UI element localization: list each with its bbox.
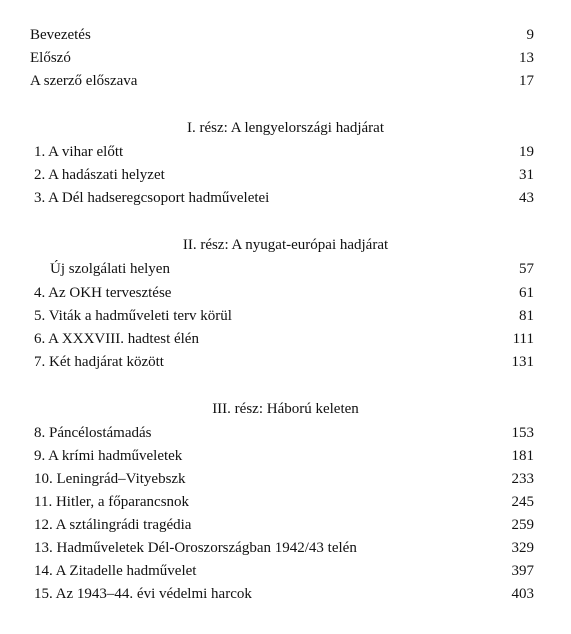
entry-title: Bevezetés — [30, 27, 91, 43]
entry-title: 3. A Dél hadseregcsoport hadműveletei — [34, 190, 270, 206]
entry-page: 111 — [512, 331, 534, 347]
entry-title: 6. A XXXVIII. hadtest élén — [34, 331, 199, 347]
entry-page: 181 — [511, 448, 534, 464]
toc-entry-bevezetes — [30, 24, 534, 47]
toc-entry-eloszo — [30, 47, 534, 70]
part-heading-2: II. rész: A nyugat-európai hadjárat — [182, 237, 389, 253]
entry-page: 329 — [511, 540, 534, 556]
entry-page: 17 — [519, 73, 534, 89]
entry-title: 13. Hadműveletek Dél-Oroszországban 1942/43 telén — [34, 540, 357, 556]
toc-entry — [30, 258, 534, 281]
entry-page: 19 — [519, 144, 534, 160]
toc-entry — [30, 514, 534, 537]
part-heading-3: III. rész: Háború keleten — [212, 401, 359, 417]
toc-entry — [30, 328, 534, 351]
entry-title: 5. Viták a hadműveleti terv körül — [34, 308, 232, 324]
entry-title: 9. A krími hadműveletek — [34, 448, 183, 464]
entry-page: 43 — [519, 190, 534, 206]
entry-title: 14. A Zitadelle hadművelet — [34, 563, 197, 579]
entry-title: 2. A hadászati helyzet — [34, 167, 165, 183]
entry-page: 57 — [519, 261, 534, 277]
toc-entry — [30, 351, 534, 374]
part-heading-1: I. rész: A lengyelországi hadjárat — [186, 120, 384, 136]
entry-title: 10. Leningrád–Vityebszk — [34, 471, 186, 487]
entry-page: 81 — [519, 308, 534, 324]
entry-title: 8. Páncélostámadás — [34, 425, 152, 441]
toc-entry — [30, 445, 534, 468]
toc-entry — [30, 537, 534, 560]
toc-entry — [30, 468, 534, 491]
entry-title: 4. Az OKH tervesztése — [34, 285, 172, 301]
toc-entry — [30, 305, 534, 328]
toc-entry — [30, 141, 534, 164]
toc-entry — [30, 164, 534, 187]
toc-entry — [30, 422, 534, 445]
entry-page: 233 — [511, 471, 534, 487]
toc-entry — [30, 560, 534, 583]
entry-page: 31 — [519, 167, 534, 183]
toc-entry — [30, 491, 534, 514]
toc-entry — [30, 282, 534, 305]
entry-title: A szerző előszava — [30, 73, 138, 89]
entry-page: 259 — [511, 517, 534, 533]
entry-title: Új szolgálati helyen — [50, 261, 170, 277]
entry-title: 11. Hitler, a főparancsnok — [34, 494, 190, 510]
entry-page: 397 — [511, 563, 534, 579]
entry-page: 61 — [519, 285, 534, 301]
entry-page: 131 — [511, 354, 534, 370]
entry-title: Előszó — [30, 50, 71, 66]
entry-page: 245 — [511, 494, 534, 510]
entry-title: 15. Az 1943–44. évi védelmi harcok — [34, 586, 252, 602]
entry-page: 153 — [511, 425, 534, 441]
entry-title: 7. Két hadjárat között — [34, 354, 164, 370]
entry-page: 403 — [511, 586, 534, 602]
entry-title: 1. A vihar előtt — [34, 144, 124, 160]
toc-entry — [30, 583, 534, 606]
entry-page: 13 — [519, 50, 534, 66]
entry-page: 9 — [526, 27, 534, 43]
toc-entry — [30, 187, 534, 210]
entry-title: 12. A sztálingrádi tragédia — [34, 517, 192, 533]
toc-entry-szerzo-eloszava — [30, 70, 534, 93]
